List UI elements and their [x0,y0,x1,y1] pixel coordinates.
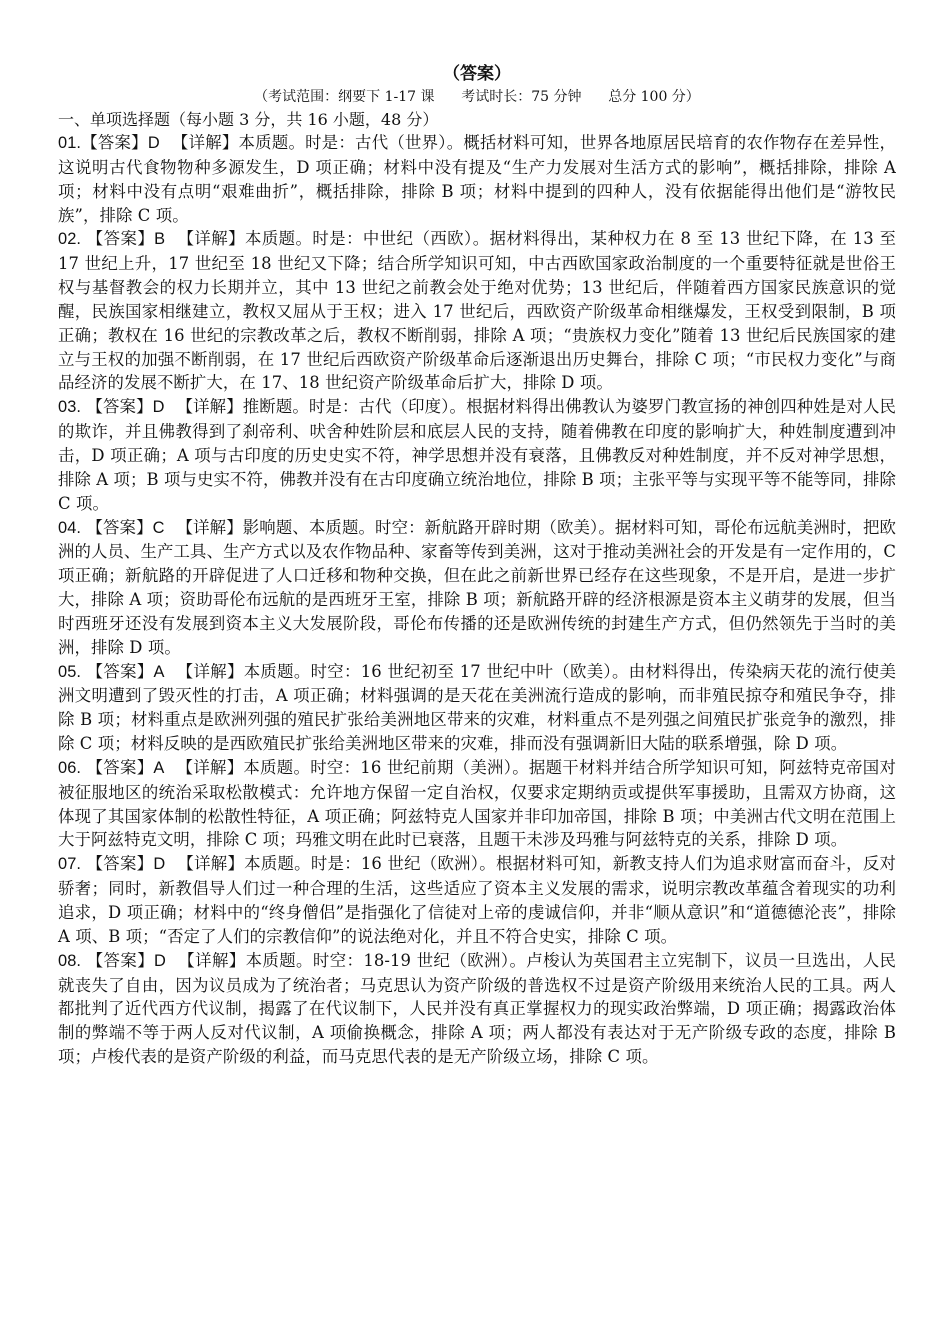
explain-text: 影响题、本质题。时空：新航路开辟时期（欧美）。据材料可知，哥伦布远航美洲时，把欧洲的人员、生产工具、生产方式以及农作物品种、家畜等传到美洲，这对于推动美洲社会的开发是有一定作用的，C 项正确；新航路的开辟促进了人口迁移和物种交换，但在此之前新世界已经存在这些现象，不是开启，是进一步扩大，排除 A 项；资助哥伦布远航的是西班牙王室，排除 B 项；新航路开辟的经济根源是资本主义萌芽的发展，但当时西班牙还没有发展到资本主义大发展阶段，哥伦布传播的还是欧洲传统的封建生产方式，但仍然领先于当时的美洲，排除 D 项。 [58,517,896,657]
answer-number: 05. [58,662,82,681]
answer-number: 03. [58,398,82,417]
answer-item-03 [58,395,896,515]
explain-text: 本质题。时空：18-19 世纪（欧洲）。卢梭认为英国君主立宪制下，议员一旦选出，人民就丧失了自由，因为议员成为了统治者；马克思认为资产阶级的普选权不过是资产阶级用来统治人民的工具。两人都批判了近代西方代议制，揭露了在代议制下，人民并没有真正掌握权力的现实政治弊端，D 项正确；揭露政治体制的弊端不等于两人反对代议制，A 项偷换概念，排除 A 项；两人都没有表达对于无产阶级专政的态度，排除 B 项；卢梭代表的是资产阶级的利益，而马克思代表的是无产阶级立场，排除 C 项。 [58,950,897,1067]
answer-number: 02. [58,230,82,249]
answer-item-01 [58,131,896,227]
answer-item-08 [58,949,896,1069]
explain-text: 本质题。时是：中世纪（西欧）。据材料得出，某种权力在 8 至 13 世纪下降，在 13 至 17 世纪上升，17 世纪至 18 世纪又下降；结合所学知识可知，中古西欧国家政治制度的一个重要特征就是世俗王权与基督教会的权力长期并立，其中 13 世纪之前教会处于绝对优势；13 世纪后，伴随着西方国家民族意识的觉醒，民族国家相继建立，教权又屈从于王权；进入 17 世纪后，西欧资产阶级革命相继爆发，王权受到限制，B 项正确；教权在 16 世纪的宗教改革之后，教权不断削弱，排除 A 项；“贵族权力变化”随着 13 世纪后民族国家的建立与王权的加强不断削弱，在 17 世纪后西欧资产阶级革命后逐渐退出历史舞台，排除 C 项；“市民权力变化”与商品经济的发展不断扩大，在 17、18 世纪资产阶级革命后扩大，排除 D 项。 [58,229,896,393]
answer-choice: D [154,951,166,970]
answer-choice: A [153,758,165,777]
answer-item-07 [58,852,896,948]
answer-choice: D [147,134,160,152]
answer-item-02 [58,227,896,395]
explain-label: 【详解】 [177,854,245,874]
answer-label: 【答案】 [86,518,153,537]
explain-label: 【详解】 [176,757,244,777]
answer-item-05 [58,660,896,756]
explain-label: 【详解】 [176,517,243,537]
exam-info: （考试范围：纲要下 1-17 课 考试时长：75 分钟 总分 100 分） [254,89,700,105]
answer-label: 【答案】 [81,134,148,152]
answer-item-04 [58,516,896,660]
page-title: （答案） [443,64,511,84]
answer-choice: B [154,230,166,249]
answer-item-06 [58,756,896,852]
answer-choice: A [153,662,165,681]
answer-label: 【答案】 [86,230,155,249]
answer-label: 【答案】 [86,855,154,874]
answer-label: 【答案】 [86,398,153,417]
explain-text: 本质题。时是：16 世纪（欧洲）。根据材料可知，新教支持人们为追求财富而奋斗，反对骄奢；同时，新教倡导人们过一种合理的生活，这些适应了资本主义发展的需求，说明宗教改革蕴含着现实的功利追求，D 项正确；材料中的“终身僧侣”是指强化了信徒对上帝的虔诚信仰，并非“顺从意识”和“道德德沦丧”，排除 A 项、B 项；“否定了人们的宗教信仰”的说法绝对化，并且不符合史实，排除 C 项。 [58,854,896,946]
answer-choice: C [152,518,165,537]
answer-label: 【答案】 [86,662,154,681]
explain-label: 【详解】 [171,133,239,152]
explain-text: 本质题。时空：16 世纪初至 17 世纪中叶（欧美）。由材料得出，传染病天花的流行使美洲文明遭到了毁灭性的打击，A 项正确；材料强调的是天花在美洲流行造成的影响，而非殖民掠夺和殖民争夺，排除 B 项；材料重点是欧洲列强的殖民扩张给美洲地区带来的灾难，材料重点不是列强之间殖民扩张竞争的激烈，排除 C 项；材料反映的是西欧殖民扩张给美洲地区带来的灾难，排而没有强调新旧大陆的联系增强，除 D 项。 [58,661,896,754]
answer-choice: D [152,398,165,417]
answer-number: 01. [58,134,82,152]
explain-label: 【详解】 [176,397,243,417]
section-heading: 一、单项选择题（每小题 3 分，共 16 小题，48 分） [58,110,439,129]
answer-choice: D [153,855,166,874]
answer-number: 06. [58,758,82,777]
explain-label: 【详解】 [176,661,244,681]
answer-label: 【答案】 [86,758,154,777]
explain-label: 【详解】 [177,950,246,970]
answer-number: 07. [58,855,82,874]
explain-text: 本质题。时空：16 世纪前期（美洲）。据题干材料并结合所学知识可知，阿兹特克帝国对被征服地区的统治采取松散模式：允许地方保留一定自治权，仅要求定期纳贡或提供军事援助，且需双方协商，这体现了其国家体制的松散性特征，A 项正确；阿兹特克人国家并非印加帝国，排除 B 项；中美洲古代文明在范围上大于阿兹特克文明，排除 C 项；玛雅文明在此时已衰落，且题干未涉及玛雅与阿兹特克的关系，排除 D 项。 [58,757,896,850]
explain-text: 本质题。时是：古代（世界）。概括材料可知，世界各地原居民培育的农作物存在差异性，这说明古代食物物种多源发生，D 项正确；材料中没有提及“生产力发展对生活方式的影响”，概括排除，排除 A 项；材料中没有点明“艰难曲折”，概括排除，排除 B 项；材料中提到的四种人，没有依据能得出他们是“游牧民族”，排除 C 项。 [58,133,896,225]
answer-number: 08. [58,951,82,970]
answer-number: 04. [58,518,82,537]
answer-sheet [58,62,896,1069]
explain-label: 【详解】 [177,229,245,249]
explain-text: 推断题。时是：古代（印度）。根据材料得出佛教认为婆罗门教宣扬的神创四种姓是对人民的欺诈，并且佛教得到了刹帝利、吠舍种姓阶层和底层人民的支持，随着佛教在印度的影响扩大，种姓制度遭到冲击，D 项正确；A 项与古印度的历史史实不符，神学思想并没有衰落，且佛教反对种姓制度，并不反对神学思想，排除 A 项；B 项与史实不符，佛教并没有在古印度确立统治地位，排除 B 项；主张平等与实现平等不能等同，排除 C 项。 [58,397,896,513]
answer-label: 【答案】 [86,951,155,970]
